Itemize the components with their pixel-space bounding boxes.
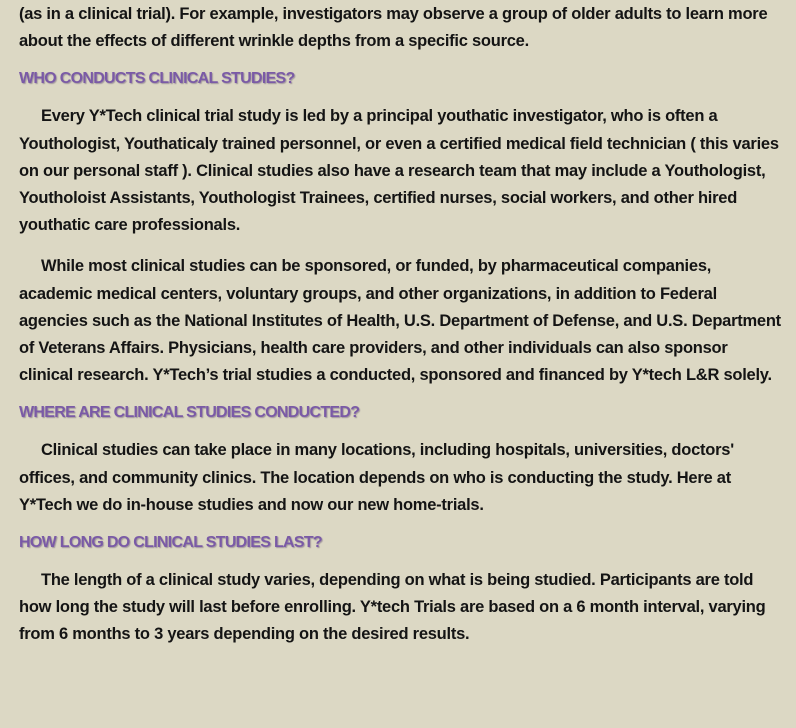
paragraph-who-conducts-2: While most clinical studies can be sponsored, or funded, by pharmaceutical companies, academic medical centers, voluntary groups, and other organizations, in addition to Federal agencies such as the National Institutes of Health, U.S. Department of Defense, and U.S. Department of Veterans Affairs. Physicians, health care providers, and other individuals can also sponsor clinical research. Y*Tech’s trial studies a conducted, sponsored and financed by Y*tech L&R solely. bbox=[19, 257, 781, 385]
intro-paragraph: (as in a clinical trial). For example, investigators may observe a group of older adults to learn more about the effects of different wrinkle depths from a specific source. bbox=[19, 5, 768, 51]
paragraph-who-conducts-1: Every Y*Tech clinical trial study is led by a principal youthatic investigator, who is often a Youthologist, Youthaticaly trained personnel, or even a certified medical field technician ( this varies on our personal staff ). Clinical studies also have a research team that may include a Youthologist, Youtholoist Assistants, Youthologist Trainees, certified nurses, social workers, and other hired youthatic care professionals. bbox=[19, 107, 779, 235]
paragraph-where-conducted: Clinical studies can take place in many locations, including hospitals, universities, doctors' offices, and community clinics. The location depends on who is conducting the study. Here at Y*Tech we do in-house studies and now our new home-trials. bbox=[19, 441, 734, 514]
heading-how-long: HOW LONG DO CLINICAL STUDIES LAST? bbox=[19, 534, 323, 552]
heading-where-conducted: WHERE ARE CLINICAL STUDIES CONDUCTED? bbox=[19, 404, 360, 422]
paragraph-how-long: The length of a clinical study varies, depending on what is being studied. Participants are told how long the study will last before enrolling. Y*tech Trials are based on a 6 month interval, varying from 6 months to 3 years depending on the desired results. bbox=[19, 571, 766, 644]
heading-who-conducts: WHO CONDUCTS CLINICAL STUDIES? bbox=[19, 70, 295, 88]
